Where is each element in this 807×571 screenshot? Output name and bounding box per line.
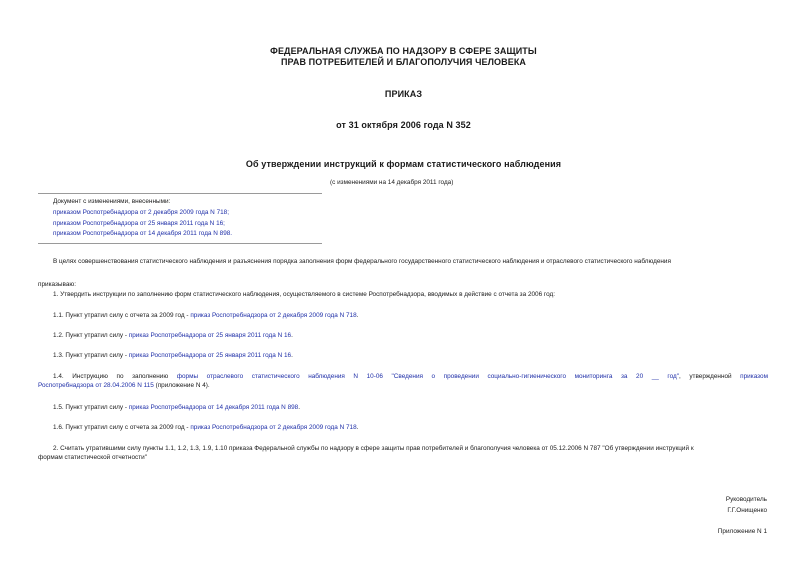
- item-1-1: [53, 311, 358, 320]
- item-1-1-tail: .: [356, 312, 359, 319]
- item-1-3: [53, 351, 293, 360]
- item-1-3-link[interactable]: приказ Роспотребнадзора от 25 января 2011 года N 16: [128, 352, 292, 359]
- item-1-4-form-link[interactable]: формы отраслевого статистического наблюдения N 10-06 "Сведения о проведении социально-гигиенического мониторинга за 20 __ год": [176, 373, 679, 380]
- item-1-2-text: 1.2. Пункт утратил силу -: [53, 332, 129, 339]
- item-1-5-tail: .: [298, 404, 301, 411]
- item-1-2-link[interactable]: приказ Роспотребнадзора от 25 января 2011 года N 16: [128, 332, 292, 339]
- item-1-3-tail: .: [291, 352, 293, 359]
- item-1-1-link[interactable]: приказ Роспотребнадзора от 2 декабря 2009 года N 718: [190, 312, 357, 319]
- signature-position: Руководитель: [725, 496, 767, 503]
- appendix-label: Приложение N 1: [717, 528, 767, 535]
- changes-link-16[interactable]: приказом Роспотребнадзора от 25 января 2011 года N 16;: [53, 220, 225, 227]
- orders-word: приказываю:: [38, 281, 76, 288]
- doc-type: ПРИКАЗ: [384, 89, 423, 99]
- item-1-6: [53, 423, 358, 432]
- revision-note: (с изменениями на 14 декабря 2011 года): [330, 179, 454, 186]
- item-1-1-text: 1.1. Пункт утратил силу с отчета за 2009 год -: [53, 312, 191, 319]
- item-1-4-order-link-a[interactable]: приказом: [740, 373, 768, 380]
- item-1-5: [53, 403, 300, 412]
- item-1-4-order-link-b[interactable]: Роспотребнадзора от 28.04.2006 N 115: [38, 382, 154, 389]
- agency-name-line2: ПРАВ ПОТРЕБИТЕЛЕЙ И БЛАГОПОЛУЧИЯ ЧЕЛОВЕКА: [280, 57, 527, 67]
- changes-link-898[interactable]: приказом Роспотребнадзора от 14 декабря 2011 года N 898.: [53, 230, 233, 237]
- changes-top-rule: [38, 193, 322, 194]
- changes-link-718[interactable]: приказом Роспотребнадзора от 2 декабря 2009 года N 718;: [53, 209, 230, 216]
- item-2-line2: формам статистической отчетности": [38, 454, 147, 461]
- item-1-4-line1: [53, 372, 768, 381]
- item-1-2-tail: .: [291, 332, 293, 339]
- doc-title: Об утверждении инструкций к формам статистического наблюдения: [245, 159, 562, 169]
- item-1-6-text: 1.6. Пункт утратил силу с отчета за 2009 год -: [53, 424, 191, 431]
- item-1-5-link[interactable]: приказ Роспотребнадзора от 14 декабря 2011 года N 898: [128, 404, 299, 411]
- item-1-3-text: 1.3. Пункт утратил силу -: [53, 352, 129, 359]
- changes-bottom-rule: [38, 243, 322, 244]
- item-1-6-link[interactable]: приказ Роспотребнадзора от 2 декабря 2009 года N 718: [190, 424, 357, 431]
- item-1: 1. Утвердить инструкции по заполнению форм статистического наблюдения, осуществляемого в системе Роспотребнадзора, вводимых в действие с отчета за 2006 год:: [53, 291, 556, 298]
- preamble: В целях совершенствования статистического наблюдения и разъяснения порядка заполнения форм федерального государственного статистического наблюдения и отраслевого статистического наблюдения: [53, 258, 671, 265]
- item-1-6-tail: .: [356, 424, 359, 431]
- item-1-4-tail: (приложение N 4).: [153, 382, 210, 389]
- item-1-2: [53, 331, 293, 340]
- doc-date-number: от 31 октября 2006 года N 352: [336, 120, 471, 130]
- item-2-line1: 2. Считать утратившими силу пункты 1.1, 1.2, 1.3, 1.9, 1.10 приказа Федеральной службы по надзору в сфере защиты прав потребителей и благополучия человека от 05.12.2006 N 787 "Об утверждении инструкций к: [53, 445, 694, 452]
- item-1-4-mid: , утвержденной: [678, 373, 741, 380]
- item-1-5-text: 1.5. Пункт утратил силу -: [53, 404, 129, 411]
- item-1-4-text: 1.4. Инструкцию по заполнению: [53, 373, 177, 380]
- signature-name: Г.Г.Онищенко: [727, 507, 767, 514]
- item-1-4-line2: [38, 381, 210, 390]
- changes-intro: Документ с изменениями, внесенными:: [53, 198, 171, 205]
- agency-name-line1: ФЕДЕРАЛЬНАЯ СЛУЖБА ПО НАДЗОРУ В СФЕРЕ ЗАЩИТЫ: [270, 46, 537, 56]
